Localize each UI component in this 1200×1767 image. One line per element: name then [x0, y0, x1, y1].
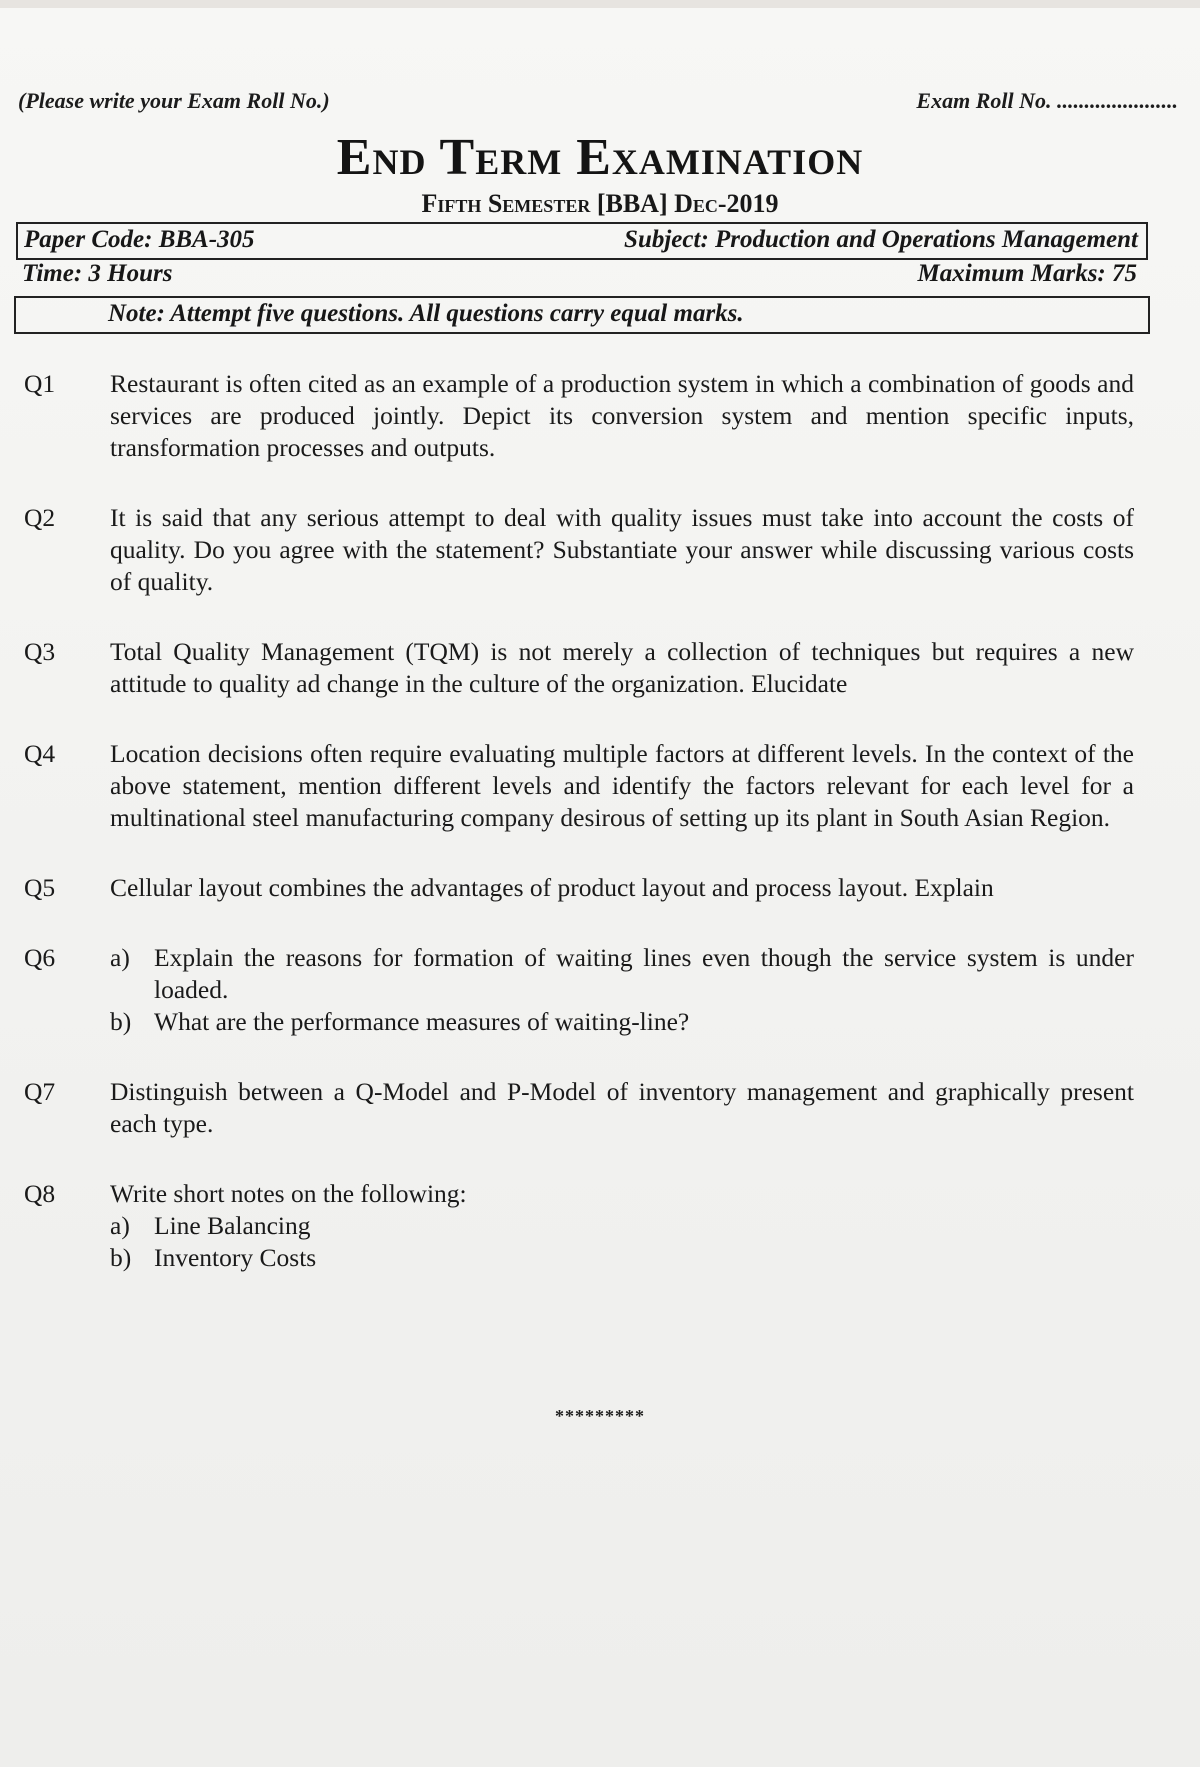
maximum-marks: Maximum Marks: 75: [917, 260, 1137, 287]
subject-name: Subject: Production and Operations Management: [624, 226, 1138, 253]
subpart-letter: b): [110, 1007, 132, 1036]
semester-line: Fifth Semester [BBA] Dec-2019: [421, 189, 779, 218]
subpart-letter: a): [110, 1211, 130, 1240]
question-number: Q3: [24, 637, 56, 666]
paper-code: Paper Code: BBA-305: [24, 226, 255, 253]
time-marks-row: [22, 260, 1137, 294]
question-text: It is said that any serious attempt to deal with quality issues must take into account the costs of quality. Do you agree with the statement? Substantiate your answer while discussing various costs of quality.: [110, 503, 1134, 596]
question-item: [22, 942, 1134, 1038]
question-text: Restaurant is often cited as an example of a production system in which a combination of goods and services are produced jointly. Depict its conversion system and mention specific inputs, transformation processes and outputs.: [110, 369, 1134, 462]
exam-title: End Term Examination: [336, 129, 864, 186]
question-text: Location decisions often require evaluating multiple factors at different levels. In the context of the above statement, mention different levels and identify the factors relevant for each level for a multinational steel manufacturing company desirous of setting up its plant in South Asian Region.: [110, 739, 1134, 832]
subpart-text: Inventory Costs: [154, 1243, 317, 1272]
question-number: Q5: [24, 873, 56, 902]
end-of-paper-marker: *********: [555, 1406, 645, 1426]
question-subpart: [110, 1242, 1134, 1274]
question-item: [22, 1178, 1134, 1274]
subpart-letter: a): [110, 943, 130, 972]
question-item: [22, 636, 1134, 700]
paper-code-box: [16, 222, 1148, 260]
question-item: [22, 1076, 1134, 1140]
roll-number-row: [18, 88, 1178, 120]
exam-duration: Time: 3 Hours: [22, 260, 173, 287]
question-text: Cellular layout combines the advantages of product layout and process layout. Explain: [110, 873, 994, 902]
question-subpart: [110, 942, 1134, 1006]
question-text: Total Quality Management (TQM) is not merely a collection of techniques but requires a new attitude to quality ad change in the culture of the organization. Elucidate: [110, 637, 1134, 698]
question-subpart: [110, 1210, 1134, 1242]
question-number: Q8: [24, 1179, 56, 1208]
question-text: Write short notes on the following:: [110, 1179, 467, 1208]
question-number: Q1: [24, 369, 56, 398]
question-number: Q6: [24, 943, 56, 972]
question-item: [22, 502, 1134, 598]
question-number: Q4: [24, 739, 56, 768]
subpart-text: What are the performance measures of waiting-line?: [154, 1007, 690, 1036]
question-item: [22, 368, 1134, 464]
question-number: Q2: [24, 503, 56, 532]
instructions-note: Note: Attempt five questions. All questions carry equal marks.: [108, 300, 744, 327]
roll-number-field: Exam Roll No. ......................: [916, 88, 1178, 113]
question-text: Distinguish between a Q-Model and P-Model of inventory management and graphically present each type.: [110, 1077, 1134, 1138]
question-item: [22, 738, 1134, 834]
roll-number-hint: (Please write your Exam Roll No.): [18, 88, 330, 113]
question-item: [22, 872, 1134, 904]
instructions-box: [14, 296, 1150, 334]
question-subpart: [110, 1006, 1134, 1038]
subpart-letter: b): [110, 1243, 132, 1272]
question-number: Q7: [24, 1077, 56, 1106]
subpart-text: Explain the reasons for formation of waiting lines even though the service system is under loaded.: [154, 943, 1134, 1004]
question-list: [22, 368, 1134, 1312]
subpart-text: Line Balancing: [154, 1211, 311, 1240]
